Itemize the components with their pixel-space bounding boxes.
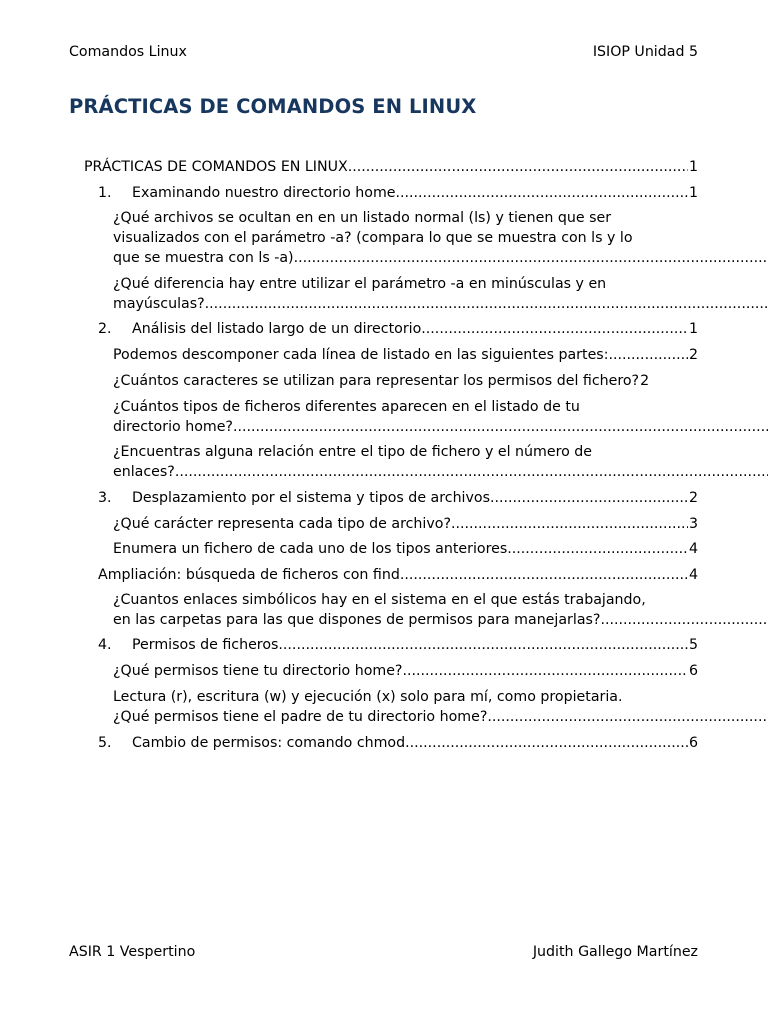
toc-section-number: 2.	[98, 321, 112, 337]
toc-page-number: 4	[688, 541, 698, 557]
toc-entry[interactable]	[98, 319, 698, 339]
toc-leader	[490, 488, 688, 508]
toc-entry-text: Permisos de ficheros	[132, 637, 279, 653]
toc-leader	[405, 733, 688, 753]
toc-entry[interactable]: ¿Qué diferencia hay entre utilizar el parámetro -a en minúsculas y en mayúsculas? .....	[113, 274, 698, 314]
toc-entry[interactable]	[98, 565, 698, 585]
toc-page-number: 4	[688, 567, 698, 583]
toc-page-number: 5	[688, 637, 698, 653]
toc-page-number: 2	[688, 347, 698, 363]
footer-left: ASIR 1 Vespertino	[69, 944, 196, 960]
toc-page-number: 1	[688, 185, 698, 201]
toc-leader	[278, 635, 688, 655]
toc-leader	[175, 462, 768, 482]
toc-entry[interactable]: ¿Cuantos enlaces simbólicos hay en el sistema en el que estás trabajando, en las carpetas para las que dispones de permisos para manejarlas? .....	[113, 590, 698, 630]
toc-entry[interactable]	[98, 183, 698, 203]
toc-leader	[402, 661, 688, 681]
toc-leader	[348, 157, 688, 177]
toc-page-number: 6	[688, 663, 698, 679]
header-right: ISIOP Unidad 5	[592, 44, 698, 60]
toc-leader	[600, 610, 768, 630]
toc-entry-text: ¿Qué carácter representa cada tipo de archivo?	[113, 516, 451, 532]
toc-entry-text: ¿Cuántos caracteres se utilizan para representar los permisos del fichero?	[113, 373, 640, 389]
toc-section-number: 3.	[98, 490, 112, 506]
toc-entry-text: Podemos descomponer cada línea de listado en las siguientes partes:	[113, 347, 609, 363]
toc-page-number: 3	[688, 516, 698, 532]
toc-entry-text: Análisis del listado largo de un directorio	[132, 321, 422, 337]
toc-entry-text: Examinando nuestro directorio home	[132, 185, 396, 201]
toc-leader	[507, 539, 688, 559]
toc-page-number: 1	[688, 159, 698, 175]
toc-entry[interactable]	[98, 488, 698, 508]
toc-page-number: 2	[688, 490, 698, 506]
toc-entry[interactable]	[113, 371, 698, 391]
toc-entry[interactable]	[84, 157, 698, 177]
toc-leader	[421, 319, 688, 339]
toc-entry[interactable]	[98, 733, 698, 753]
toc-leader	[396, 183, 688, 203]
toc-entry-text: ¿Qué permisos tiene tu directorio home?	[113, 663, 403, 679]
toc-entry[interactable]: ¿Qué archivos se ocultan en en un listado normal (ls) y tienen que ser visualizados con el parámetro -a? (compara lo que se muestra con ls y lo que se muestra con ls -a) .....	[113, 208, 698, 268]
toc-page-number: 1	[688, 321, 698, 337]
toc-entry[interactable]	[113, 539, 698, 559]
toc-leader	[451, 514, 688, 534]
toc-leader	[400, 565, 688, 585]
toc-page-number: 2	[640, 373, 650, 389]
toc-leader	[294, 248, 768, 268]
toc-entry-text: Desplazamiento por el sistema y tipos de archivos	[132, 490, 490, 506]
toc-entry[interactable]	[98, 635, 698, 655]
page-header	[69, 43, 698, 61]
toc-leader	[608, 345, 687, 365]
toc-entry-text-line-block: ¿Qué archivos se ocultan en en un listado normal (ls) y tienen que ser visualizados con el parámetro -a? (compara lo que se muestra con ls y lo	[113, 210, 633, 246]
toc-entry-text: Cambio de permisos: comando chmod	[132, 735, 406, 751]
toc-leader	[233, 417, 768, 437]
toc-page-number: 6	[688, 735, 698, 751]
page-footer	[69, 943, 698, 961]
header-left: Comandos Linux	[69, 44, 187, 60]
toc-entry[interactable]: Lectura (r), escritura (w) y ejecución (x) solo para mí, como propietaria. ¿Qué permisos tiene el padre de tu directorio home? .....	[113, 687, 698, 727]
toc-leader	[205, 294, 768, 314]
footer-right: Judith Gallego Martínez	[532, 944, 698, 960]
toc-entry[interactable]: ¿Encuentras alguna relación entre el tipo de fichero y el número de enlaces? .....	[113, 442, 698, 482]
toc-section-number: 5.	[98, 735, 112, 751]
toc-leader	[487, 707, 768, 727]
document-title: PRÁCTICAS DE COMANDOS EN LINUX	[69, 95, 477, 118]
toc-entry-text: PRÁCTICAS DE COMANDOS EN LINUX	[84, 159, 348, 175]
toc-entry[interactable]	[113, 514, 698, 534]
toc-entry-text: Ampliación: búsqueda de ficheros con find	[98, 567, 400, 583]
toc-entry[interactable]	[113, 661, 698, 681]
toc-section-number: 4.	[98, 637, 112, 653]
toc-entry[interactable]: ¿Cuántos tipos de ficheros diferentes aparecen en el listado de tu directorio home? .....	[113, 397, 698, 437]
toc-section-number: 1.	[98, 185, 112, 201]
toc-entry[interactable]	[113, 345, 698, 365]
toc-entry-text: Enumera un fichero de cada uno de los tipos anteriores	[113, 541, 508, 557]
